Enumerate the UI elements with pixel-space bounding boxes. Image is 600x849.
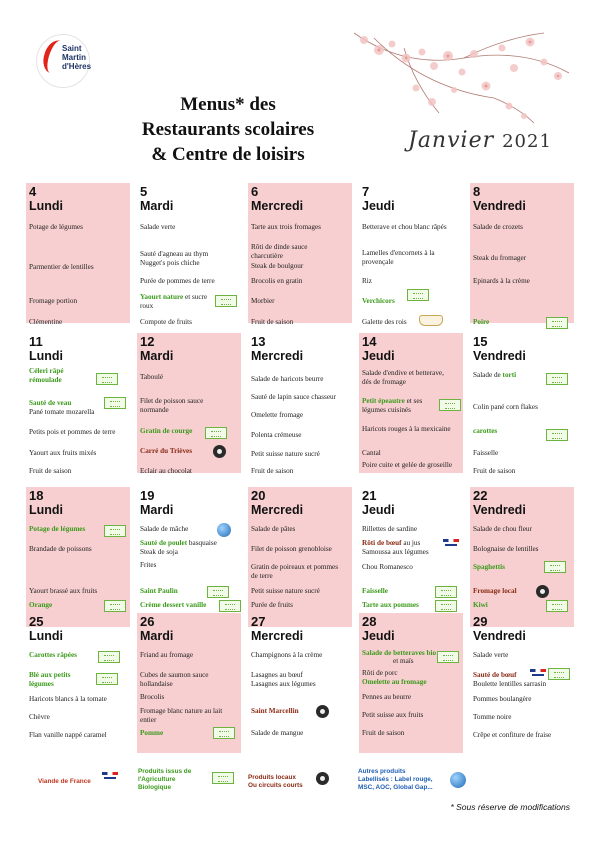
day-number: 7	[362, 184, 370, 199]
day-number: 19	[140, 488, 155, 503]
menu-item: Sauté d'agneau au thym	[140, 250, 209, 258]
legend-autres-line: Labellisés : Label rouge,	[358, 776, 433, 783]
menu-item: Rillettes de sardine	[362, 525, 418, 533]
bio-item-label: Spaghettis	[473, 563, 505, 571]
logo-text	[62, 44, 91, 71]
menu-item	[473, 371, 543, 380]
menu-item: Fruit de saison	[251, 318, 294, 326]
menu-item: Betterave et chou blanc râpés	[362, 223, 447, 231]
menu-item: Filet de poisson sauce normande	[140, 397, 204, 414]
menu-item: Salade de mangue	[251, 729, 304, 737]
day-cell	[248, 333, 352, 473]
menu-item: Eclair au chocolat	[140, 467, 192, 475]
local-item-label: Carré du Trièves	[140, 447, 193, 455]
day-number: 21	[362, 488, 377, 503]
bio-label-icon	[207, 586, 229, 598]
day-name: Mardi	[140, 503, 174, 517]
bio-label-icon	[439, 399, 461, 411]
menu-item: Colin pané corn flakes	[473, 403, 538, 411]
menu-item: Brocolis en gratin	[251, 277, 303, 285]
day-number: 13	[251, 334, 266, 349]
day-cell	[248, 487, 352, 627]
menu-item: Salade de chou fleur	[473, 525, 532, 533]
menu-item: Frites	[140, 561, 157, 569]
day-name: Vendredi	[473, 629, 526, 643]
bio-label-icon	[407, 289, 429, 301]
day-cell	[137, 183, 241, 326]
menu-item	[140, 539, 236, 548]
day-cell	[470, 333, 574, 473]
menu-item	[362, 539, 452, 548]
bio-item-label: Sauté de veau	[29, 399, 72, 407]
menu-item: Salade verte	[473, 651, 509, 659]
menu-item: Bolognaise de lentilles	[473, 545, 539, 553]
bio-item-label: carottes	[473, 427, 498, 435]
menu-item: Clémentine	[29, 318, 63, 326]
bio-item-label: Potage de légumes	[29, 525, 86, 533]
title-line: Restaurants scolaires	[141, 119, 315, 140]
menu-item: Fromage blanc nature au lait entier	[140, 707, 223, 724]
menu-item: Petit suisse nature sucré	[251, 450, 320, 458]
menu-item: Cantal	[362, 449, 381, 457]
menu-item: Haricots rouges à la mexicaine	[362, 425, 451, 433]
month-label: Janvier	[408, 128, 495, 153]
bio-item-label: Kiwi	[473, 601, 488, 609]
menu-item: Samoussa aux légumes	[362, 548, 429, 556]
day-name: Lundi	[29, 503, 64, 517]
menu-item: Steak de soja	[140, 548, 178, 556]
bio-label-icon	[96, 673, 118, 685]
bio-label-icon	[213, 727, 235, 739]
page-title	[108, 92, 348, 167]
menu-item: Lamelles d'encornets à la provençale	[362, 249, 435, 266]
menu-item: Chèvre	[29, 713, 50, 721]
day-name: Mardi	[140, 349, 174, 363]
label-rouge-icon	[450, 772, 466, 788]
day-cell	[137, 613, 241, 753]
origin-item-label: Rôti de bœuf	[362, 539, 402, 547]
day-name: Vendredi	[473, 199, 526, 213]
menu-item: Polenta crémeuse	[251, 431, 302, 439]
menu-item: Tomme noire	[473, 713, 512, 721]
menu-item: Tarte aux trois fromages	[251, 223, 321, 231]
legend-local-line: Ou circuits courts	[248, 782, 303, 789]
menu-item: Rôti de dinde sauce charcutière	[251, 243, 308, 260]
day-cell	[26, 183, 130, 326]
title-line: & Centre de loisirs	[151, 144, 305, 165]
legend-bio-line: Produits issus de	[138, 768, 192, 775]
legend-local	[248, 774, 303, 790]
day-number: 20	[251, 488, 266, 503]
bio-item-label: Crème dessert vanille	[140, 601, 207, 609]
day-number: 18	[29, 488, 44, 503]
day-number: 5	[140, 184, 148, 199]
menu-item: Compote de fruits	[140, 318, 192, 326]
menu-item: Parmentier de lentilles	[29, 263, 94, 271]
day-name: Jeudi	[362, 629, 395, 643]
menu-item: Filet de poisson grenobloise	[251, 545, 332, 553]
day-cell	[26, 333, 130, 473]
bio-label-icon	[546, 373, 568, 385]
legend-bio-line: l'Agriculture	[138, 776, 176, 783]
year-label: 2021	[502, 131, 552, 152]
origin-item-label: Sauté de bœuf	[473, 671, 517, 679]
day-name: Vendredi	[473, 349, 526, 363]
legend-local-line: Produits locaux	[248, 774, 296, 781]
day-cell	[359, 613, 463, 753]
bio-label-icon	[212, 772, 234, 784]
day-name: Mardi	[140, 629, 174, 643]
day-number: 8	[473, 184, 481, 199]
day-name: Lundi	[29, 199, 64, 213]
menu-item: Morbier	[251, 297, 275, 305]
bio-label-icon	[548, 668, 570, 680]
logo-text-line: d'Hères	[62, 62, 92, 71]
menu-item: Taboulé	[140, 373, 164, 381]
bio-label-icon	[205, 427, 227, 439]
menu-item: Faisselle	[473, 449, 499, 457]
menu-item: Gratin de poireaux et pommes de terre	[251, 563, 339, 580]
menu-item: Steak de boulgour	[251, 262, 304, 270]
day-cell	[248, 613, 352, 753]
menu-item: Fruit de saison	[473, 467, 516, 475]
local-label-icon	[213, 445, 226, 458]
day-name: Jeudi	[362, 503, 395, 517]
day-cell	[359, 487, 463, 627]
menu-item: Petits pois et pommes de terre	[29, 428, 116, 436]
bio-item-label: Orange	[29, 601, 53, 609]
menu-item: Fruit de saison	[29, 467, 72, 475]
bio-item-label: Céleri râpé rémoulade	[29, 367, 64, 384]
menu-item-suffix: basquaise	[188, 539, 217, 547]
day-name: Mardi	[140, 199, 174, 213]
menu-item: Omelette fromage	[251, 411, 304, 419]
bio-label-icon	[546, 600, 568, 612]
menu-item: Salade de haricots beurre	[251, 375, 324, 383]
menu-item: Potage de légumes	[29, 223, 83, 231]
bio-item-label: Omelette au fromage	[362, 678, 427, 686]
bio-label-icon	[544, 561, 566, 573]
menu-item: Flan vanille nappé caramel	[29, 731, 107, 739]
day-number: 15	[473, 334, 488, 349]
day-cell	[26, 487, 130, 627]
bio-item-label: Tarte aux pommes	[362, 601, 419, 609]
menu-item: Fromage portion	[29, 297, 78, 305]
day-name: Mercredi	[251, 349, 304, 363]
bio-label-icon	[546, 429, 568, 441]
day-cell	[137, 333, 241, 473]
menu-item: Yaourt brassé aux fruits	[29, 587, 98, 595]
day-name: Mercredi	[251, 629, 304, 643]
menu-item: Nugget's pois chiche	[140, 259, 200, 267]
day-number: 4	[29, 184, 37, 199]
day-number: 25	[29, 614, 44, 629]
bio-label-icon	[104, 600, 126, 612]
bio-item-label: Pomme	[140, 729, 164, 737]
viande-de-france-icon	[530, 667, 546, 679]
bio-item-label: Gratin de courge	[140, 427, 193, 435]
menu-item: Purée de pommes de terre	[140, 277, 215, 285]
bio-item-label: Poire	[473, 318, 490, 326]
day-name: Mercredi	[251, 199, 304, 213]
bio-label-icon	[219, 600, 241, 612]
menu-item: Steak du fromager	[473, 254, 527, 262]
day-cell	[26, 613, 130, 753]
menu-item: Lasagnes aux légumes	[251, 680, 316, 688]
menu-item: Friand au fromage	[140, 651, 194, 659]
menu-item: Epinards à la crème	[473, 277, 530, 285]
menu-item-suffix: au jus	[403, 539, 421, 547]
day-name: Lundi	[29, 629, 64, 643]
menu-item	[362, 397, 442, 414]
menu-item: Salade verte	[140, 223, 176, 231]
bio-label-icon	[546, 317, 568, 329]
galette-crown-icon	[419, 315, 443, 326]
local-label-icon	[316, 772, 329, 785]
legend-autres-line: MSC, AOC, Global Gap...	[358, 784, 433, 791]
day-name: Lundi	[29, 349, 64, 363]
day-cell	[470, 613, 574, 753]
bio-item-label: Salade de betteraves bio	[362, 649, 437, 657]
menu-item: Rôti de porc	[362, 669, 398, 677]
day-number: 12	[140, 334, 155, 349]
menu-item: Petit suisse aux fruits	[362, 711, 424, 719]
menu-item: Haricots blancs à la tomate	[29, 695, 107, 703]
day-number: 26	[140, 614, 155, 629]
menu-item-suffix: et ses légumes cuisinés	[362, 397, 423, 414]
menu-item: Pennes au beurre	[362, 693, 412, 701]
day-cell	[470, 487, 574, 627]
legend-viande-label: Viande de France	[38, 778, 91, 785]
menu-item: Purée de fruits	[251, 601, 293, 609]
menu-item: Boulette lentilles sarrasin	[473, 680, 547, 688]
label-rouge-icon	[217, 523, 231, 537]
menu-item: Champignons à la crème	[251, 651, 323, 659]
day-number: 27	[251, 614, 266, 629]
bio-label-icon	[435, 600, 457, 612]
menu-item: Salade de pâtes	[251, 525, 296, 533]
local-item-label: Saint Marcellin	[251, 707, 299, 715]
floral-decoration-image	[344, 28, 574, 128]
month-heading	[408, 128, 552, 153]
day-cell	[248, 183, 352, 326]
menu-item: Salade d'endive et betterave, dés de fromage	[362, 369, 444, 386]
menu-item: Cubes de saumon sauce hollandaise	[140, 671, 209, 688]
menu-item: Salade de crozets	[473, 223, 523, 231]
local-item-label: Fromage local	[473, 587, 517, 595]
menu-item: Poire cuite et gelée de groseille	[362, 461, 453, 469]
bio-item-label: Faisselle	[362, 587, 388, 595]
logo-text-line: Saint	[62, 44, 82, 53]
day-number: 11	[29, 334, 43, 349]
menu-item: Pané tomate mozarella	[29, 408, 95, 416]
logo-text-line: Martin	[62, 53, 86, 62]
bio-label-icon	[435, 586, 457, 598]
menu-item: Crêpe et confiture de fraise	[473, 731, 552, 739]
menu-item: Galette des rois	[362, 318, 407, 326]
bio-item-label: Carottes râpées	[29, 651, 77, 659]
day-cell	[359, 183, 463, 326]
city-logo	[36, 34, 98, 86]
menu-item: Brandade de poissons	[29, 545, 92, 553]
menu-item: Fruit de saison	[362, 729, 405, 737]
menu-item-suffix: et maïs	[393, 657, 414, 665]
bio-item-label: Saint Paulin	[140, 587, 178, 595]
menu-item: Yaourt aux fruits mixés	[29, 449, 97, 457]
day-number: 14	[362, 334, 377, 349]
legend-viande	[38, 778, 91, 786]
viande-de-france-icon	[102, 770, 118, 782]
day-name: Mercredi	[251, 503, 304, 517]
menu-item: Riz	[362, 277, 372, 285]
menu-item: Lasagnes au bœuf	[251, 671, 303, 679]
menu-item: Petit suisse nature sucré	[251, 587, 320, 595]
bio-item-label: Verchicors	[362, 297, 395, 305]
menu-item-suffix: et sucre roux	[140, 293, 208, 310]
legend-autres	[358, 768, 433, 792]
bio-label-icon	[437, 651, 459, 663]
day-number: 28	[362, 614, 377, 629]
bio-item-label: Petit épeautre	[362, 397, 405, 405]
bio-label-icon	[104, 525, 126, 537]
menu-item	[140, 293, 210, 310]
day-number: 22	[473, 488, 488, 503]
day-cell	[137, 487, 241, 627]
bio-label-icon	[98, 651, 120, 663]
legend-bio-line: Biologique	[138, 784, 172, 791]
bio-item-label: Sauté de poulet	[140, 539, 188, 547]
day-name: Jeudi	[362, 199, 395, 213]
bio-label-icon	[215, 295, 237, 307]
day-cell	[470, 183, 574, 326]
menu-item-prefix: Salade de	[473, 371, 501, 379]
local-label-icon	[536, 585, 549, 598]
menu-item: Sauté de lapin sauce chasseur	[251, 393, 337, 401]
menu-item: Fruit de saison	[251, 467, 294, 475]
menu-item: Brocolis	[140, 693, 165, 701]
day-cell	[359, 333, 463, 473]
day-number: 29	[473, 614, 488, 629]
menu-item: Salade de mâche	[140, 525, 189, 533]
title-line: Menus* des	[180, 94, 276, 115]
footnote: * Sous réserve de modifications	[450, 802, 570, 812]
bio-item-label: torti	[502, 371, 517, 379]
bio-item-label: Yaourt nature	[140, 293, 184, 301]
day-name: Vendredi	[473, 503, 526, 517]
legend-autres-line: Autres produits	[358, 768, 406, 775]
legend-bio	[138, 768, 191, 792]
menu-item: Chou Romanesco	[362, 563, 413, 571]
bio-item-label: Blé aux petits légumes	[29, 671, 71, 688]
menu-calendar-grid	[26, 183, 574, 753]
day-name: Jeudi	[362, 349, 395, 363]
bio-label-icon	[96, 373, 118, 385]
local-label-icon	[316, 705, 329, 718]
menu-item: Pommes boulangère	[473, 695, 532, 703]
day-number: 6	[251, 184, 259, 199]
